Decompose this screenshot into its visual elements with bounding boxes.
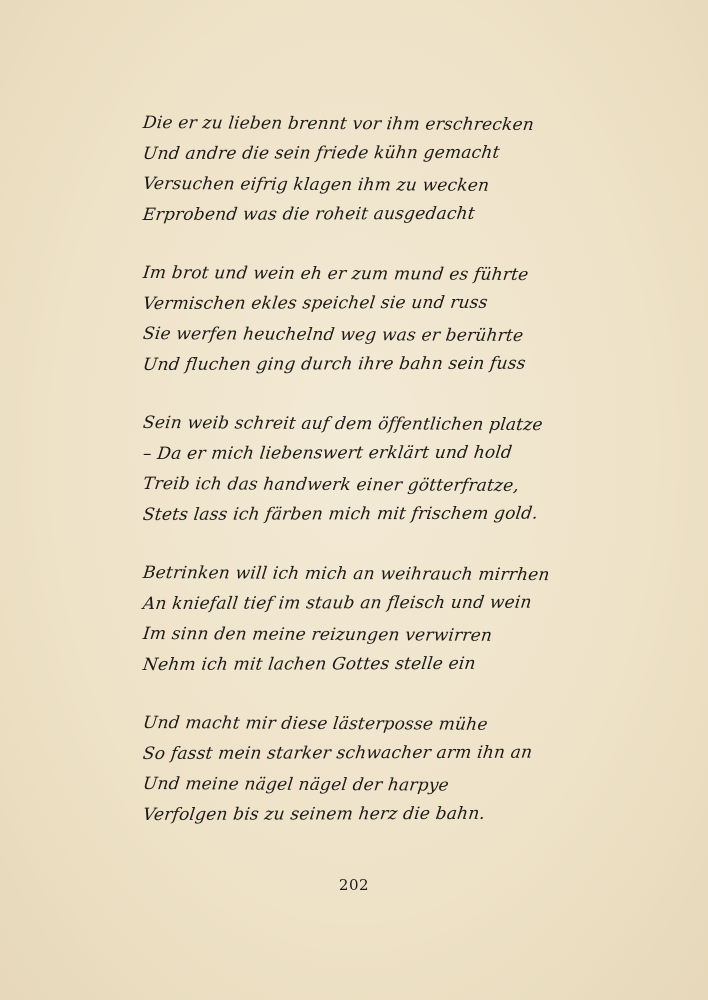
poem-line: Nehm ich mit lachen Gottes stelle ein — [141, 653, 477, 675]
poem-line: Im sinn den meine reizungen verwirren — [141, 624, 494, 646]
poem-line: Sein weib schreit auf dem öffentlichen platze — [141, 413, 544, 436]
poem-line: Stets lass ich färben mich mit frischem gold. — [141, 503, 540, 525]
page-number: 202 — [338, 876, 370, 894]
poem — [143, 108, 563, 858]
poem-line: Und fluchen ging durch ihre bahn sein fuss — [141, 353, 527, 375]
poem-line: Betrinken will ich mich an weihrauch mirrhen — [141, 563, 551, 586]
poem-line: An kniefall tief im staub an fleisch und wein — [141, 592, 533, 614]
poem-line: Treib ich das handwerk einer götterfratze, — [141, 474, 521, 496]
poem-line: Im brot und wein eh er zum mund es führte — [141, 263, 530, 286]
poem-line: Sie werfen heuchelnd weg was er berührte — [141, 324, 525, 346]
stanza-2 — [143, 258, 563, 408]
stanza-4 — [143, 558, 563, 708]
poem-line: Und meine nägel nägel der harpye — [141, 774, 450, 796]
poem-line: So fasst mein starker schwacher arm ihn an — [141, 742, 534, 764]
stanza-5 — [143, 708, 563, 858]
poem-line: Verfolgen bis zu seinem herz die bahn. — [141, 803, 487, 825]
poem-line: Und macht mir diese lästerposse mühe — [141, 713, 489, 735]
poem-line: – Da er mich liebenswert erklärt und hold — [141, 442, 514, 464]
stanza-1 — [143, 108, 563, 258]
poem-line: Und andre die sein friede kühn gemacht — [141, 142, 501, 164]
poem-line: Die er zu lieben brennt vor ihm erschrecken — [141, 113, 536, 136]
stanza-3 — [143, 408, 563, 558]
poem-line: Erprobend was die roheit ausgedacht — [141, 203, 477, 225]
poem-line: Vermischen ekles speichel sie und russ — [141, 292, 489, 314]
poem-line: Versuchen eifrig klagen ihm zu wecken — [141, 174, 491, 196]
